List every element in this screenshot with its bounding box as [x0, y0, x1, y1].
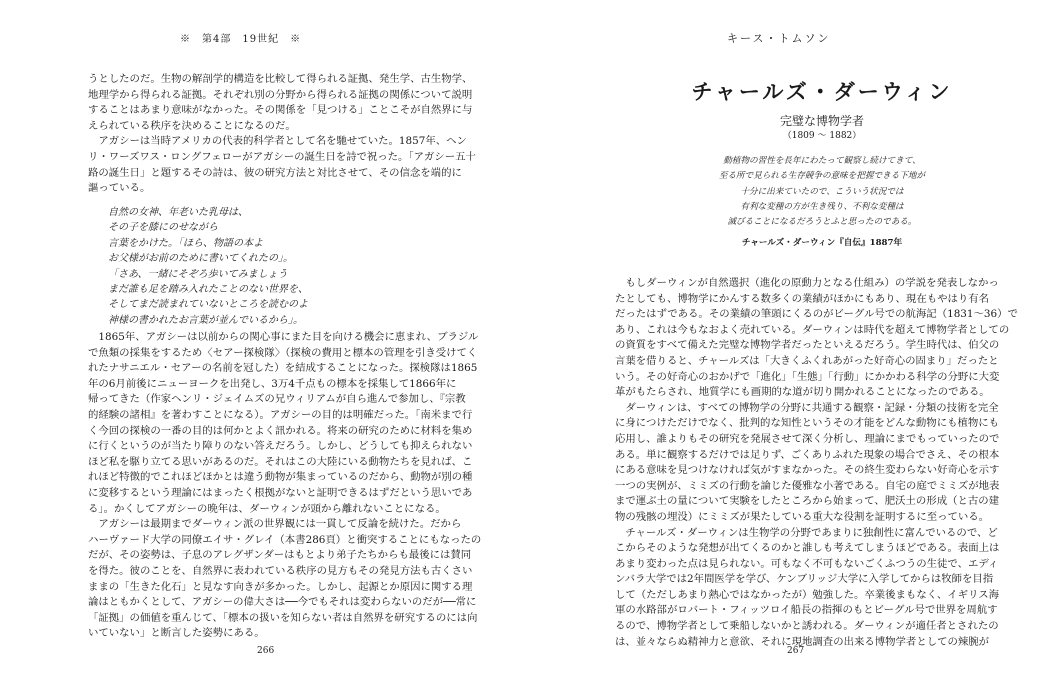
poem-line: その子を膝にのせながら — [108, 222, 218, 234]
body-text — [88, 330, 482, 642]
text-line: に行くというのが当たり障りのない答えだろう。しかし、どうしても抑えられない — [88, 440, 473, 453]
epigraph-line: 至る所で見られる生存競争の意味を把握できる下地が — [718, 171, 926, 182]
body-text — [615, 276, 1018, 650]
epigraph-line: 十分に出来ていたので、こういう状況では — [740, 186, 904, 197]
left-page — [0, 0, 527, 697]
running-head: ※ 第4部 19世紀 ※ — [180, 34, 302, 45]
text-line: 謳っている。 — [88, 182, 151, 195]
text-line: 年の6月前後にニューヨークを出発し、3万4千点もの標本を採集して1866年に — [88, 377, 457, 390]
page-number: 266 — [257, 646, 275, 656]
text-line: 一つの実例が、ミミズの行動を論じた優雅な小著である。自宅の庭でミミズが地表 — [615, 479, 1000, 492]
page-number: 267 — [787, 646, 805, 656]
epigraph — [587, 154, 1057, 230]
text-line: 帰ってきた（作家ヘンリ・ジェイムズの兄ウィリアムが自ら進んで参加し、『宗教 — [88, 393, 466, 406]
text-line: く今回の探検の一番の目的は何かとよく訊かれる。将来の研究のために材料を集め — [88, 424, 473, 437]
poem-line: 言葉をかけた。「ほら、物語の本よ — [108, 237, 263, 249]
text-line: 軍の水路部がロバート・フィッツロイ船長の指揮のもとビーグル号で世界を周航す — [615, 604, 998, 617]
text-line: を得た。彼のことを、自然界に表われている秩序の見方もその発見方法も古くさい — [88, 564, 473, 577]
text-line: で魚類の採集をするため〈セアー探検隊〉（探検の費用と標本の管理を引き受けてく — [88, 346, 478, 359]
text-line: たとしても、博物学にかんする数多くの業績がほかにもあり、現在もやはり有名 — [615, 292, 990, 305]
poem-line: お父様がお前のために書いてくれたの」。 — [108, 253, 293, 265]
text-line: こからそのような発想が出てくるのかと誰しも考えてしまうほどである。表面上は — [615, 542, 1000, 555]
text-line: だったはずである。その業績の筆頭にくるのがビーグル号での航海記（1831〜36）で — [615, 308, 1018, 321]
text-line: リ・ワーズワス・ロングフェローがアガシーの誕生日を詩で祝った。「アガシー五十 — [88, 150, 476, 163]
poem-line: そしてまだ読まれていないところを読むのよ — [108, 299, 308, 311]
text-line: して（ただしあまり熱心ではなかったが）勉強した。卒業後まもなく、イギリス海 — [615, 588, 1000, 601]
poem-line: 神様の書かれたお言葉が並んでいるから」。 — [108, 314, 303, 326]
text-line: る」。かくしてアガシーの晩年は、ダーウィンが頭から離れないことになる。 — [88, 502, 446, 515]
poem — [108, 205, 308, 328]
text-line: 物の残骸の埋没）にミミズが果たしている重大な役割を証明するに至っている。 — [615, 510, 990, 523]
text-line: もしダーウィンが自然選択（進化の原動力となる仕組み）の学説を発表しなかっ — [615, 277, 999, 289]
body-text — [88, 72, 476, 197]
text-line: れほど特徴的でこれほどほかとは違う動物が集まっているのだから、動物が別の種 — [88, 471, 473, 484]
text-line: 論はともかくとして、アガシーの偉大さは──今でもそれは変わらないのだが──常に — [88, 596, 477, 609]
text-line: 的経験の諸相』を著わすことになる）。アガシーの目的は明確だった。「南米まで行 — [88, 408, 473, 421]
life-dates: （1809 〜 1882） — [782, 131, 862, 141]
epigraph-source: チャールズ・ダーウィン『自伝』1887年 — [741, 238, 903, 248]
poem-line: 「さあ、一緒にそぞろ歩いてみましょう — [108, 268, 288, 280]
text-line: は、並々ならぬ精神力と意欲、それに現地調査の出来る博物学者としての辣腕が — [615, 635, 990, 648]
epigraph-line: 滅びることになるだろうとふと思ったのである。 — [727, 217, 917, 228]
poem-line: まだ誰も足を踏み入れたことのない世界を、 — [108, 284, 308, 296]
text-line: 地理学から得られる証拠。それぞれ別の分野から得られる証拠の関係について説明 — [88, 88, 473, 101]
text-line: ダーウィンは、すべての博物学の分野に共通する観察・記録・分類の技術を完全 — [615, 401, 999, 414]
text-line: 「証拠」の価値を重んじて、「標本の扱いを知らない者は自然界を研究するのには向 — [88, 611, 478, 624]
text-line: アガシーは最期までダーウィン派の世界観には一貫して反論を続けた。だから — [88, 518, 462, 531]
text-line: ほど私を駆り立てる思いがあるのだ。それはこの大陸にいる動物たちを見れば、こ — [88, 455, 473, 468]
epigraph-line: 動植物の習性を長年にわたって観察し続けてきて、 — [723, 156, 921, 166]
text-line: 1865年、アガシーは以前からの関心事にまた目を向ける機会に恵まれ、ブラジル — [88, 331, 479, 343]
text-line: いていない」と断言した姿勢にある。 — [88, 627, 265, 640]
text-line: れたナサニエル・セアーの名前を冠した）を結成することになった。探検隊は1865 — [88, 362, 478, 375]
text-line: えられている秩序を決めることになるのだ。 — [88, 119, 296, 132]
text-line: 路の誕生日」と題するその詩は、彼の研究方法と対比させて、その信念を端的に — [88, 166, 462, 179]
text-line: だが、その姿勢は、子息のアレグザンダーはもとより弟子たちからも最後には賛同 — [88, 549, 472, 562]
text-line: ハーヴァード大学の同僚エイサ・グレイ（本書286頁）と衝突することにもなったの — [88, 533, 482, 546]
chapter-subtitle: 完璧な博物学者 — [779, 114, 864, 128]
text-line: に身につけただけでなく、批判的な知性というその才能をどんな動物にも植物にも — [615, 417, 1000, 430]
text-line: ままの「生きた化石」と見なす向きが多かった。しかし、起源とか原因に関する理 — [88, 580, 473, 593]
text-line: いう。その好奇心のおかげで「進化」「生態」「行動」にかかわる科学の分野に大変 — [615, 370, 1000, 383]
text-line: うとしたのだ。生物の解剖学的構造を比較して得られる証拠、発生学、古生物学、 — [88, 73, 473, 85]
text-line: ある。単に観察するだけでは足りず、ごくありふれた現象の場合でさえ、その根本 — [615, 448, 1000, 461]
text-line: あり、これは今もなおよく売れている。ダーウィンは時代を超えて博物学者としての — [615, 323, 1010, 336]
text-line: 言葉を借りると、チャールズは「大きくふくれあがった好奇心の固まり」だったと — [615, 354, 999, 367]
text-line: チャールズ・ダーウィンは生物学の分野であまりに独創性に富んでいるので、ど — [615, 526, 998, 539]
text-line: ンバラ大学では2年間医学を学び、ケンブリッジ大学に入学してからは牧師を目指 — [615, 573, 994, 586]
text-line: 応用し、誰よりもその研究を発展させて深く分析し、理論にまでもっていったので — [615, 432, 1000, 445]
text-line: るので、博物学者として乗船しないかと誘われる。ダーウィンが適任者とされたの — [615, 620, 999, 633]
chapter-title: チャールズ・ダーウィン — [691, 79, 953, 104]
epigraph-line: 有利な変種の方が生き残り、不利な変種は — [740, 201, 904, 212]
text-line: あまり変わった点は見られない。可もなく不可もないごくふつうの生徒で、エディ — [615, 557, 999, 570]
text-line: することはあまり意味がなかった。その関係を「見つける」ことこそが自然界に与 — [88, 104, 473, 117]
running-head: キース・トムソン — [727, 32, 831, 45]
text-line: まで運ぶ土の量について実験をしたところから始まって、肥沃土の形成（と古の建 — [615, 495, 1000, 508]
text-line: の資質をすべて備えた完璧な博物学者だったといえるだろう。学生時代は、伯父の — [615, 339, 1000, 352]
text-line: 革がもたらされ、地質学にも画期的な道が切り開かれることになったのである。 — [615, 386, 990, 399]
text-line: アガシーは当時アメリカの代表的科学者として名を馳せていた。1857年、ヘン — [88, 135, 467, 148]
text-line: にある意味を見つけなければ気がすまなかった。その終生変わらない好奇心を示す — [615, 464, 1000, 477]
right-page — [527, 0, 1054, 697]
poem-line: 自然の女神、年老いた乳母は、 — [108, 207, 248, 218]
text-line: に変移するという理論にはまったく根拠がないと証明できるはずだという思いであ — [88, 486, 473, 499]
